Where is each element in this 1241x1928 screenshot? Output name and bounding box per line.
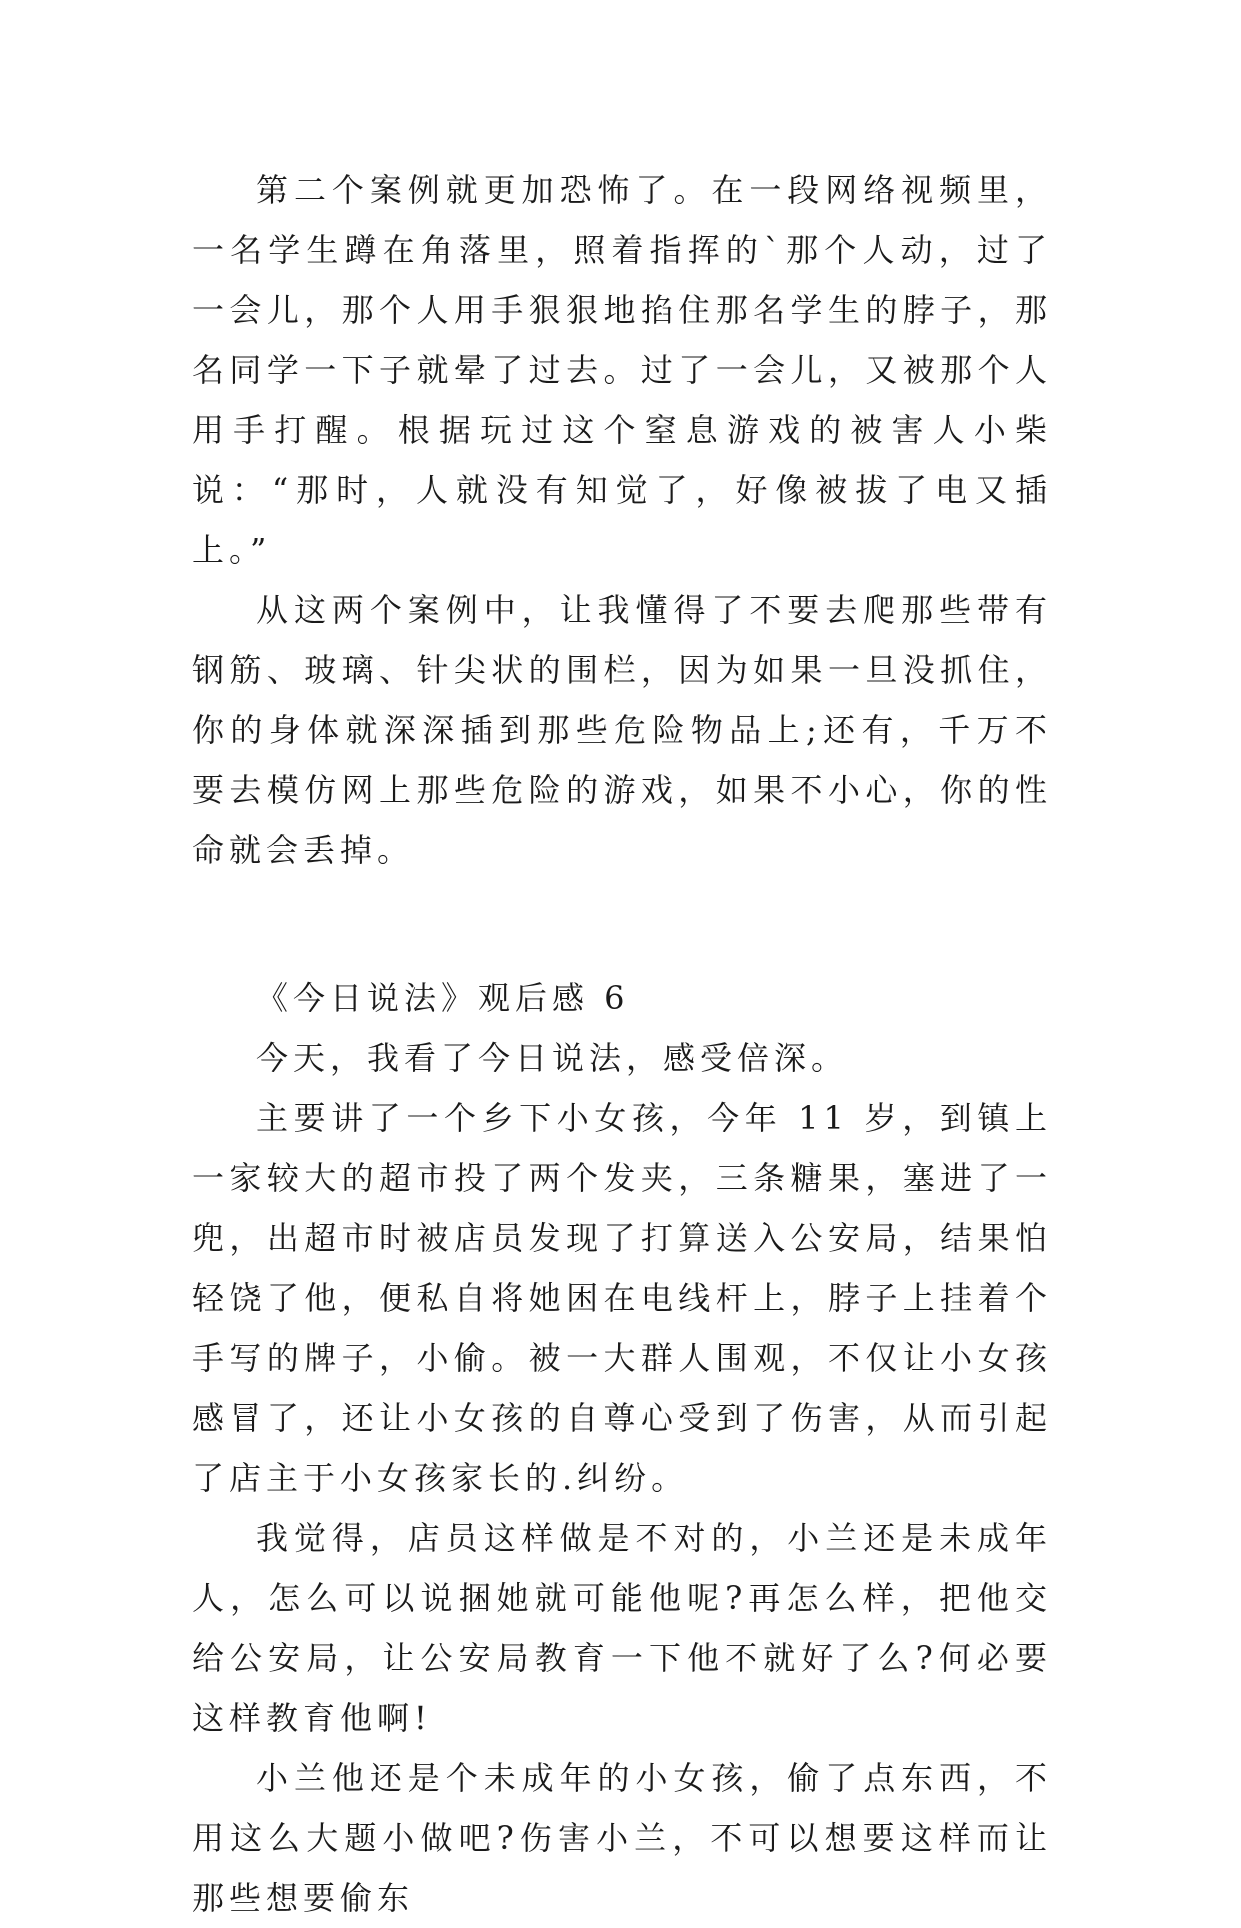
paragraph-case-two: 第二个案例就更加恐怖了。在一段网络视频里，一名学生蹲在角落里，照着指挥的`那个人动，过了一会儿，那个人用手狠狠地掐住那名学生的脖子，那名同学一下子就晕了过去。过了一会儿，又被那个人用手打醒。根据玩过这个窒息游戏的被害人小柴说：“那时，人就没有知觉了，好像被拔了电又插上。” xyxy=(192,171,1052,569)
section-spacer xyxy=(192,880,1052,968)
paragraph-intro: 今天，我看了今日说法，感受倍深。 xyxy=(256,1039,849,1077)
document-body xyxy=(192,160,1052,1928)
paragraph-story: 主要讲了一个乡下小女孩，今年 11 岁，到镇上一家较大的超市投了两个发夹，三条糖果，塞进了一兜，出超市时被店员发现了打算送入公安局，结果怕轻饶了他，便私自将她困在电线杆上，脖子上挂着个手写的牌子，小偷。被一大群人围观，不仅让小女孩感冒了，还让小女孩的自尊心受到了伤害，从而引起了店主于小女孩家长的.纠纷。 xyxy=(192,1099,1052,1497)
paragraph-continuation: 小兰他还是个未成年的小女孩，偷了点东西，不用这么大题小做吧?伤害小兰，不可以想要这样而让那些想要偷东 xyxy=(192,1759,1052,1917)
paragraph-lesson: 从这两个案例中，让我懂得了不要去爬那些带有钢筋、玻璃、针尖状的围栏，因为如果一旦没抓住，你的身体就深深插到那些危险物品上;还有，千万不要去模仿网上那些危险的游戏，如果不小心，你的性命就会丢掉。 xyxy=(192,591,1052,869)
section-heading: 《今日说法》观后感 6 xyxy=(256,979,630,1017)
paragraph-opinion: 我觉得，店员这样做是不对的，小兰还是未成年人，怎么可以说捆她就可能他呢?再怎么样，把他交给公安局，让公安局教育一下他不就好了么?何必要这样教育他啊! xyxy=(192,1519,1052,1737)
